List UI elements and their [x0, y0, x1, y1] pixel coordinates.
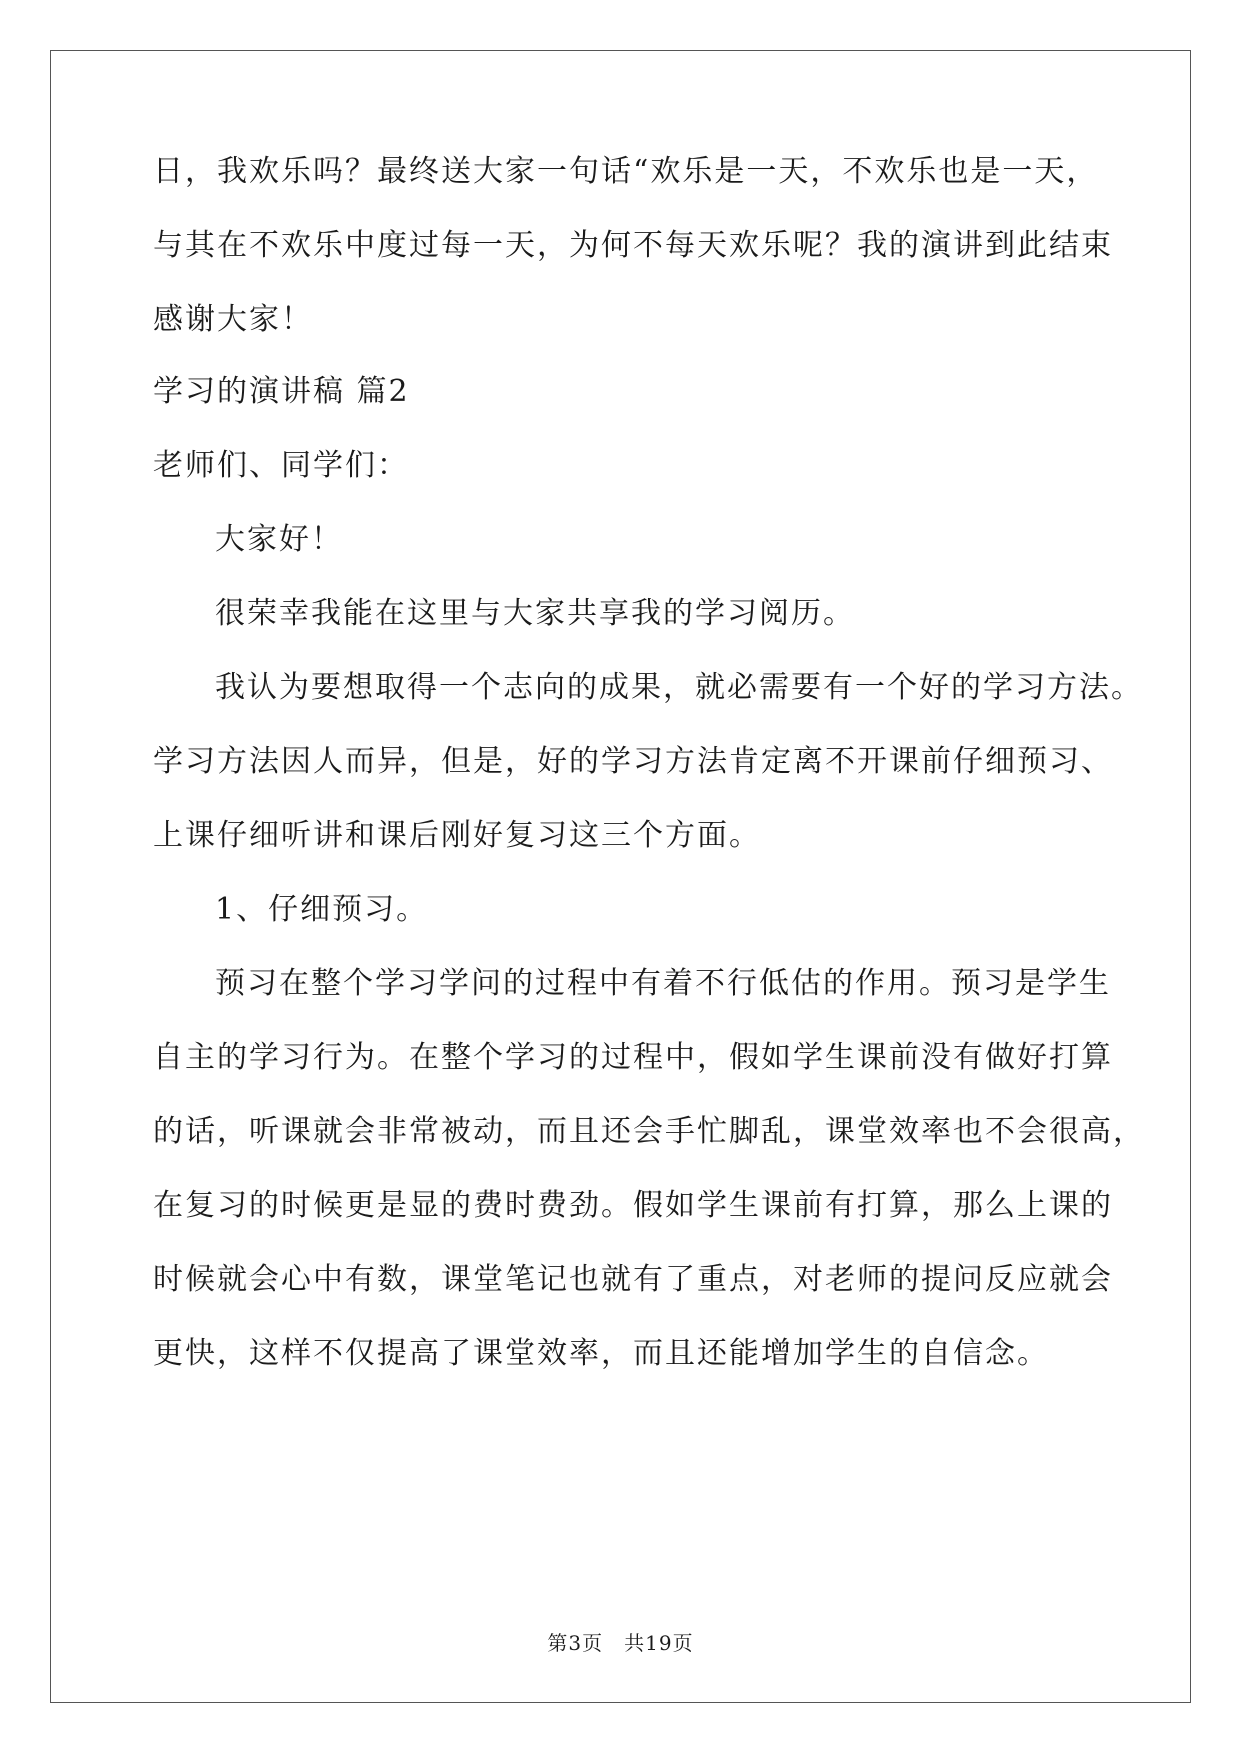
- page-number-footer: 第3页 共19页: [547, 1631, 694, 1655]
- paragraph-line: 自主的学习行为。在整个学习的过程中，假如学生课前没有做好打算: [153, 1040, 1113, 1075]
- section-heading: 学习的演讲稿 篇2: [153, 374, 410, 409]
- paragraph-line: 更快，这样不仅提高了课堂效率，而且还能增加学生的自信念。: [153, 1336, 1049, 1371]
- paragraph-line: 上课仔细听讲和课后刚好复习这三个方面。: [153, 818, 761, 853]
- page-border: [50, 50, 1191, 1703]
- paragraph-line: 的话，听课就会非常被动，而且还会手忙脚乱，课堂效率也不会很高，: [153, 1114, 1145, 1149]
- greeting: 大家好！: [215, 522, 343, 557]
- paragraph-line: 很荣幸我能在这里与大家共享我的学习阅历。: [215, 596, 855, 631]
- subsection-heading: 1、仔细预习。: [215, 892, 429, 927]
- paragraph-line: 日，我欢乐吗？最终送大家一句话“欢乐是一天，不欢乐也是一天，: [153, 154, 1099, 189]
- paragraph-line: 学习方法因人而异，但是，好的学习方法肯定离不开课前仔细预习、: [153, 744, 1113, 779]
- salutation: 老师们、同学们：: [153, 448, 409, 483]
- paragraph-line: 感谢大家！: [153, 302, 313, 337]
- paragraph-line: 时候就会心中有数，课堂笔记也就有了重点，对老师的提问反应就会: [153, 1262, 1113, 1297]
- paragraph-line: 预习在整个学习学问的过程中有着不行低估的作用。预习是学生: [215, 966, 1111, 1001]
- paragraph-line: 我认为要想取得一个志向的成果，就必需要有一个好的学习方法。: [215, 670, 1143, 705]
- paragraph-line: 在复习的时候更是显的费时费劲。假如学生课前有打算，那么上课的: [153, 1188, 1113, 1223]
- paragraph-line: 与其在不欢乐中度过每一天，为何不每天欢乐呢？我的演讲到此结束: [153, 228, 1113, 263]
